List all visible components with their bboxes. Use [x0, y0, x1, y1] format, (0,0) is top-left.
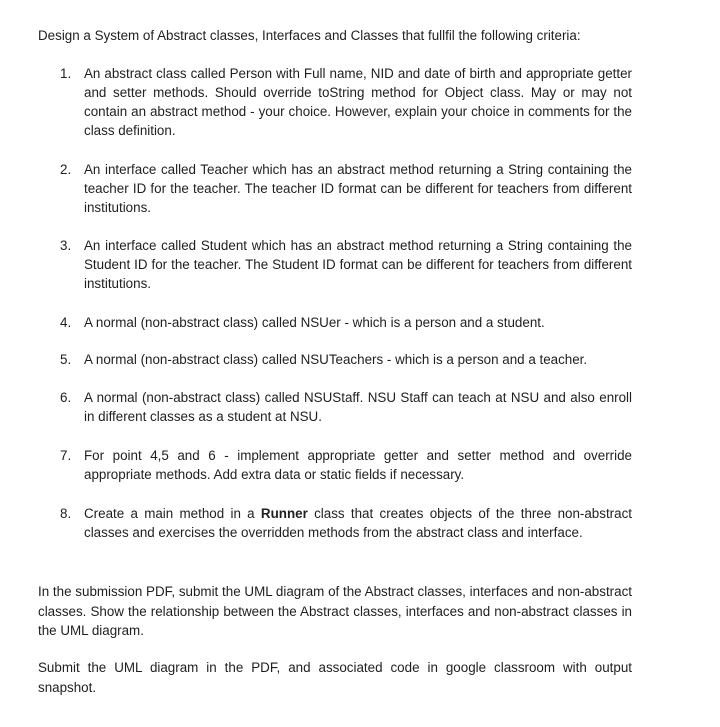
runner-class-name: Runner — [260, 506, 308, 521]
criterion-number: 2. — [60, 162, 72, 177]
criterion-number: 7. — [60, 448, 72, 463]
criterion-text: An interface called Student which has an abstract method returning a String containing the Student ID for the teacher. The Student ID format can be different for teachers from different institutions. — [84, 238, 632, 291]
submission-pdf-paragraph: In the submission PDF, submit the UML diagram of the Abstract classes, interfaces and non-abstract classes. Show the relationship between the Abstract classes, interfaces and non-abstract classes in the UML diagram. — [38, 584, 632, 638]
criterion-7 — [60, 446, 632, 484]
criterion-6 — [60, 388, 632, 426]
criterion-text: A normal (non-abstract class) called NSUStaff. NSU Staff can teach at NSU and also enroll in different classes as a student at NSU. — [84, 390, 632, 424]
criterion-number: 6. — [60, 390, 72, 405]
criterion-text: An abstract class called Person with Full name, NID and date of birth and appropriate getter and setter methods. Should override toString method for Object class. May or may not contain an abstract method - your choice. However, explain your choice in comments for the class definition. — [84, 66, 632, 138]
criterion-5 — [60, 350, 632, 369]
criterion-2 — [60, 160, 632, 217]
criterion-text-after: class that creates objects of the three non-abstract classes and exercises the overridden methods from the abstract class and interface. — [84, 506, 632, 540]
criterion-1 — [60, 64, 632, 140]
criterion-number: 8. — [60, 506, 72, 521]
criterion-text: An interface called Teacher which has an abstract method returning a String containing the teacher ID for the teacher. The teacher ID format can be different for teachers from different institutions. — [84, 162, 632, 215]
criterion-text: A normal (non-abstract class) called NSUer - which is a person and a student. — [84, 315, 545, 330]
criterion-text: For point 4,5 and 6 - implement appropriate getter and setter method and override appropriate methods. Add extra data or static fields if necessary. — [84, 448, 632, 482]
criterion-number: 3. — [60, 238, 72, 253]
criterion-number: 4. — [60, 315, 72, 330]
criterion-text: A normal (non-abstract class) called NSUTeachers - which is a person and a teacher. — [84, 352, 588, 367]
criterion-8 — [60, 504, 632, 542]
submission-classroom-paragraph: Submit the UML diagram in the PDF, and associated code in google classroom with output snapshot. — [38, 660, 632, 695]
assignment-heading: Design a System of Abstract classes, Interfaces and Classes that fullfil the following criteria: — [38, 28, 581, 43]
criterion-4 — [60, 313, 632, 332]
criterion-number: 1. — [60, 66, 72, 81]
criterion-3 — [60, 236, 632, 293]
criterion-number: 5. — [60, 352, 72, 367]
criterion-text-before: Create a main method in a — [84, 506, 261, 521]
criterion-text — [84, 504, 632, 542]
